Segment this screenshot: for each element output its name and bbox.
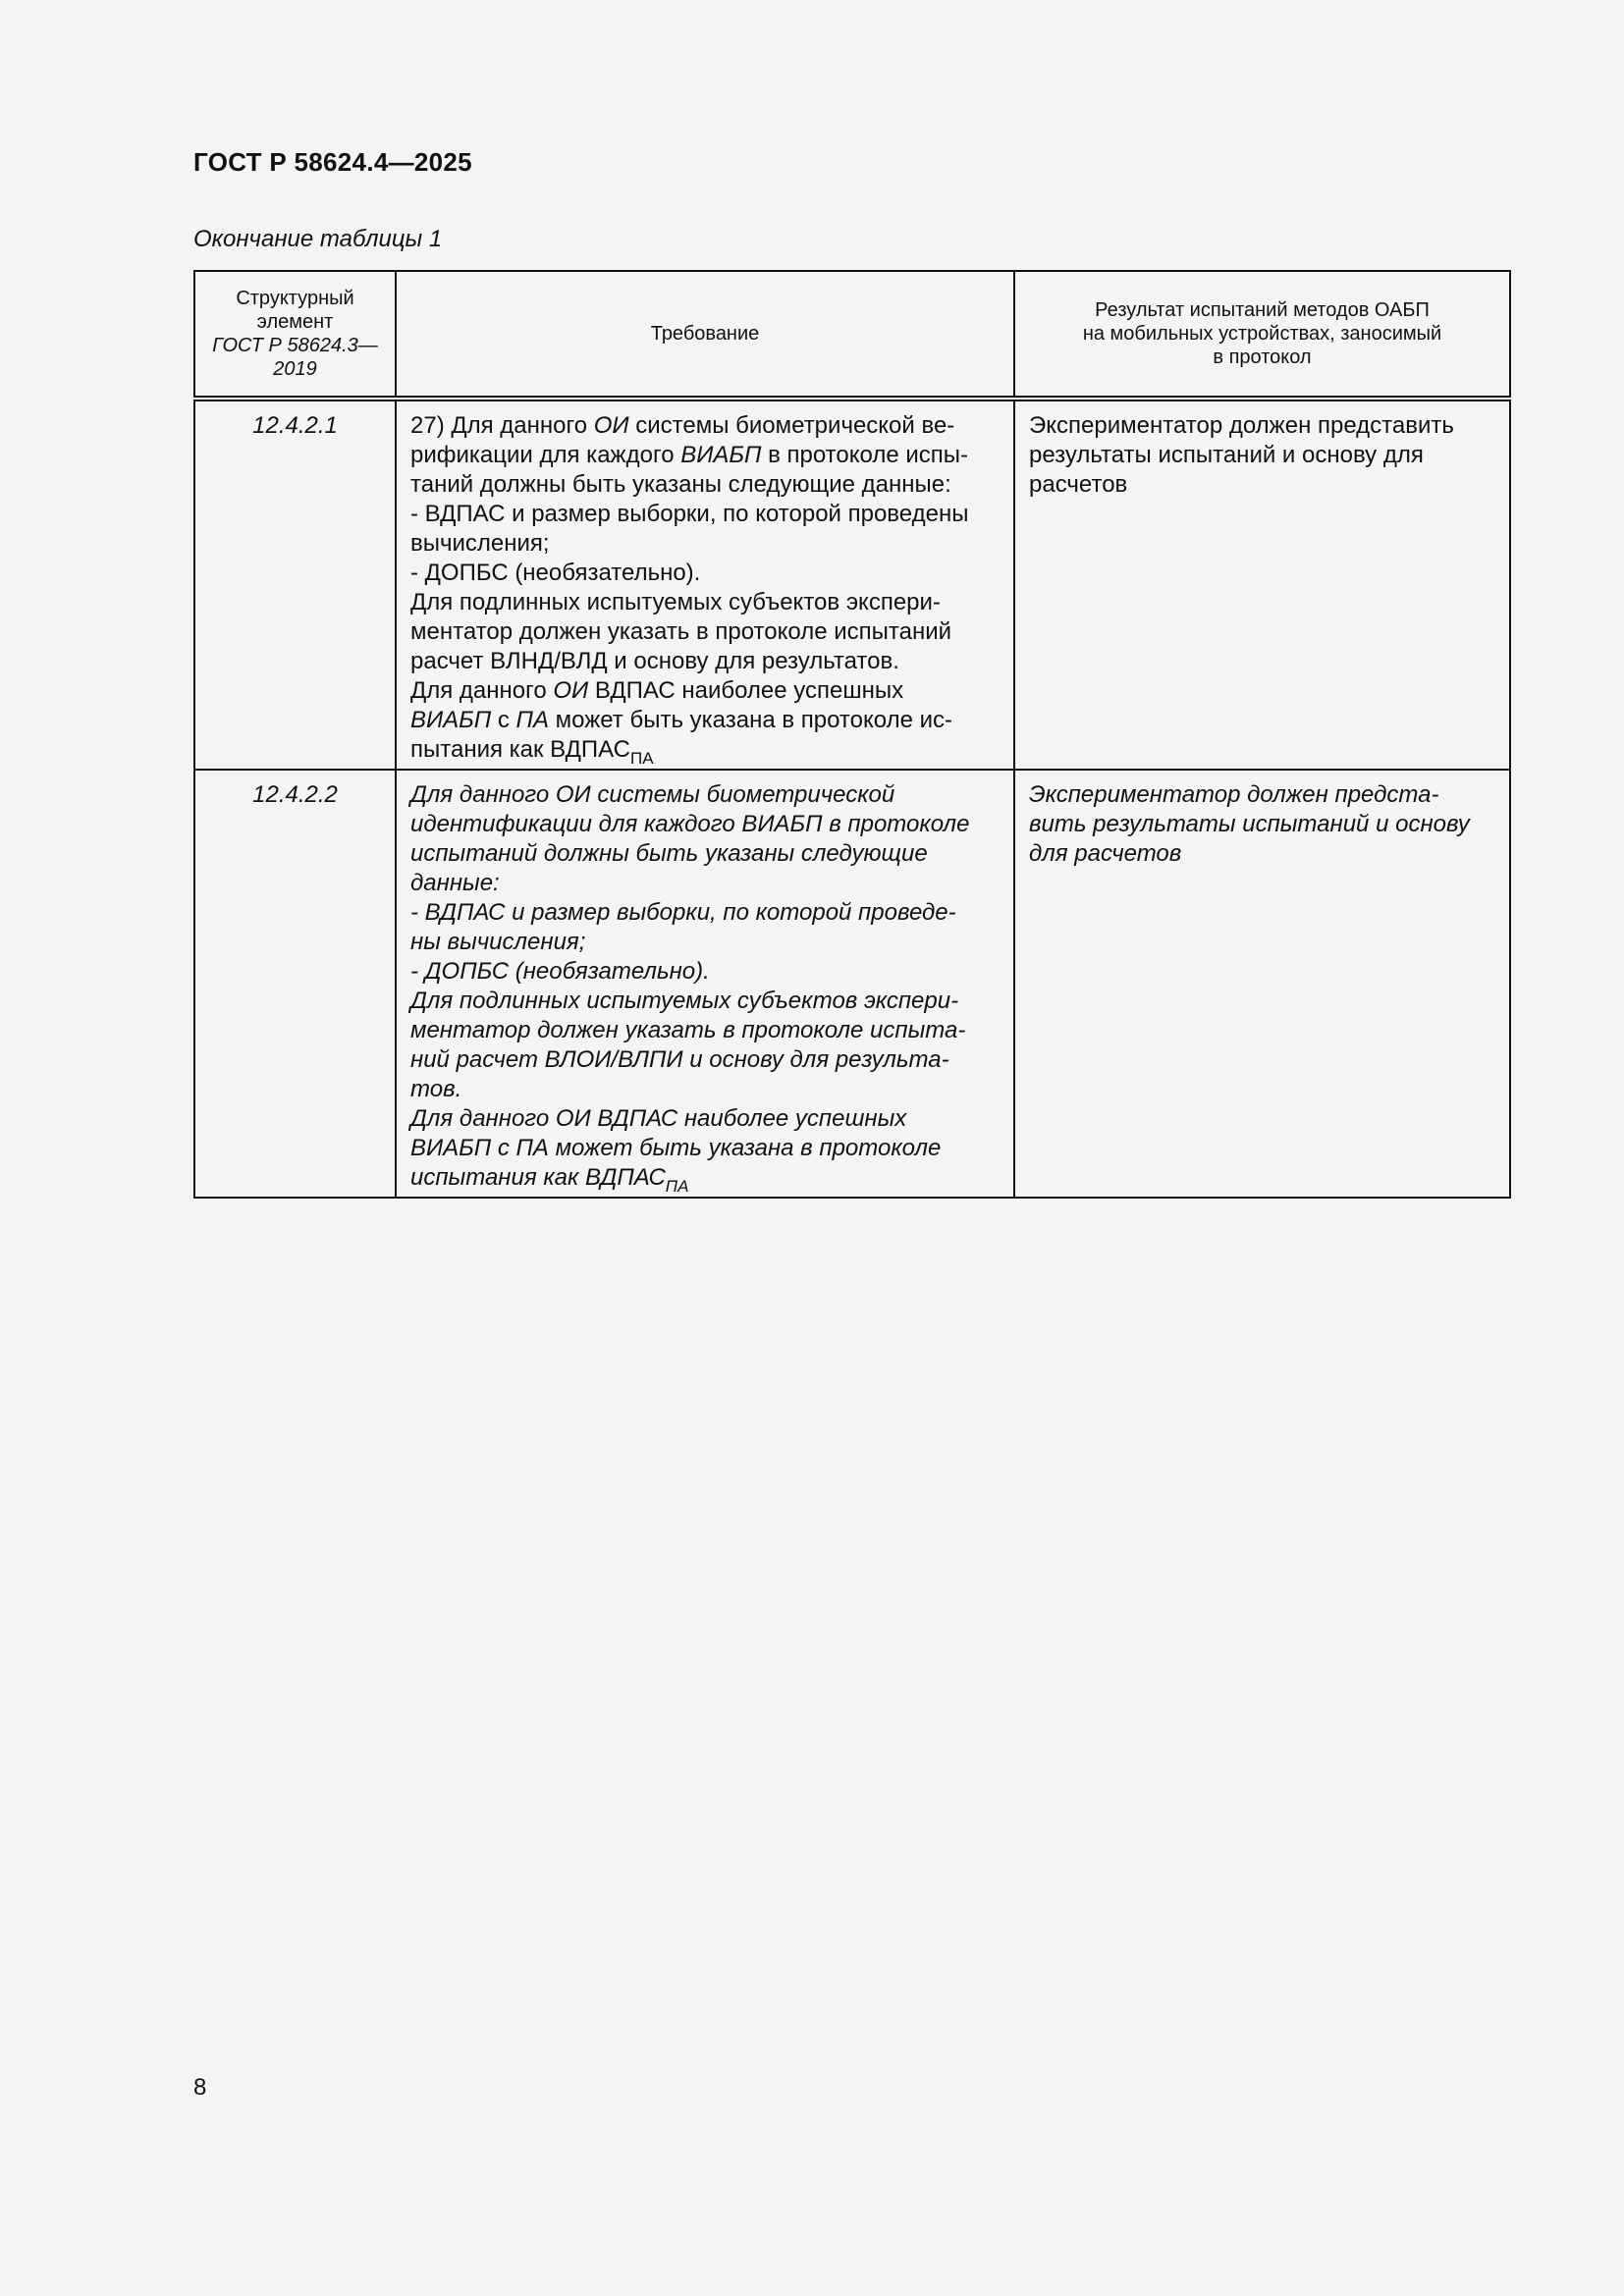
page-number: 8 (193, 2074, 207, 2101)
table-header-row (194, 271, 1510, 399)
result-line: для расчетов (1029, 840, 1182, 867)
result-line: вить результаты испытаний и основу (1029, 811, 1470, 837)
result-line: Экспериментатор должен предста- (1029, 781, 1439, 808)
table-row (194, 399, 1510, 770)
document-header: ГОСТ Р 58624.4—2025 (193, 147, 472, 177)
result-line: расчетов (1029, 471, 1128, 498)
result-line: Экспериментатор должен представить (1029, 412, 1454, 439)
text-segment: может быть указана в протоколе ис- (548, 707, 953, 733)
text-segment: с (491, 707, 516, 733)
header-col1-line: элемент (256, 311, 334, 333)
header-col1-line: 2019 (273, 358, 317, 380)
header-col1-line: ГОСТ Р 58624.3— (212, 335, 378, 356)
requirement-line-9 (410, 676, 1000, 706)
requirement-line-8: расчет ВЛНД/ВЛД и основу для результатов. (410, 648, 899, 674)
text-segment: ВДПАС наиболее успешных (588, 677, 904, 704)
requirement-line-7: ментатор должен указать в протоколе испытаний (410, 618, 952, 645)
requirement-line-10: тов. (410, 1076, 462, 1102)
requirement-cell (396, 399, 1014, 770)
requirement-line-0: Для данного ОИ системы биометрической (410, 781, 895, 808)
requirement-line-1: идентификации для каждого ВИАБП в протоколе (410, 811, 970, 837)
requirement-cell (396, 770, 1014, 1198)
abbr-oi: ОИ (593, 412, 629, 439)
header-col3-line: в протокол (1213, 347, 1312, 368)
text-segment: системы биометрической ве- (628, 412, 955, 439)
text-segment: рификации для каждого (410, 442, 681, 468)
requirement-line-1 (410, 441, 1000, 470)
requirement-line-8: ментатор должен указать в протоколе испыта- (410, 1017, 966, 1043)
requirement-line-2: испытаний должны быть указаны следующие (410, 840, 928, 867)
header-result (1014, 271, 1510, 399)
requirement-line-6: - ДОПБС (необязательно). (410, 958, 710, 985)
requirement-line-11: Для данного ОИ ВДПАС наиболее успешных (410, 1105, 907, 1132)
requirement-line-12: ВИАБП с ПА может быть указана в протоколе (410, 1135, 942, 1161)
requirement-line-5: ны вычисления; (410, 929, 586, 955)
element-cell: 12.4.2.1 (194, 399, 396, 770)
requirement-line-11 (410, 735, 1000, 768)
result-line: результаты испытаний и основу для (1029, 442, 1424, 468)
requirement-line-3: - ВДПАС и размер выборки, по которой проведены (410, 501, 969, 527)
text-segment: пытания как ВДПАС (410, 736, 630, 763)
requirement-line-10 (410, 706, 1000, 735)
result-cell (1014, 399, 1510, 770)
requirement-line-3: данные: (410, 870, 500, 896)
result-cell (1014, 770, 1510, 1198)
abbr-pa: ПА (515, 707, 549, 733)
requirement-line-7: Для подлинных испытуемых субъектов экспери- (410, 988, 959, 1014)
table-caption: Окончание таблицы 1 (193, 226, 443, 252)
text-segment: Для данного (410, 677, 554, 704)
requirement-line-4: - ВДПАС и размер выборки, по которой проведе- (410, 899, 956, 926)
subscript-pa: ПА (665, 1177, 689, 1196)
header-col3-line: Результат испытаний методов ОАБП (1095, 299, 1430, 321)
requirement-line-0 (410, 411, 1000, 441)
text-segment: испытания как ВДПАС (410, 1164, 666, 1191)
abbr-viabp: ВИАБП (410, 707, 492, 733)
abbr-oi: ОИ (553, 677, 589, 704)
header-requirement: Требование (396, 271, 1014, 399)
text-segment: 27) Для данного (410, 412, 594, 439)
requirement-line-9: ний расчет ВЛОИ/ВЛПИ и основу для результа- (410, 1046, 949, 1073)
requirement-line-13 (410, 1163, 1000, 1196)
table-row (194, 770, 1510, 1198)
requirement-line-4: вычисления; (410, 530, 550, 557)
requirement-line-5: - ДОПБС (необязательно). (410, 560, 701, 586)
requirement-line-6: Для подлинных испытуемых субъектов экспери- (410, 589, 941, 615)
requirement-line-2: таний должны быть указаны следующие данные: (410, 471, 951, 498)
text-segment: в протоколе испы- (761, 442, 968, 468)
abbr-viabp: ВИАБП (680, 442, 762, 468)
element-cell: 12.4.2.2 (194, 770, 396, 1198)
header-col3-line: на мобильных устройствах, заносимый (1082, 323, 1442, 345)
header-col1-line: Структурный (236, 288, 354, 309)
requirements-table (193, 270, 1511, 1199)
header-structural-element (194, 271, 396, 399)
subscript-pa: ПА (629, 749, 654, 768)
